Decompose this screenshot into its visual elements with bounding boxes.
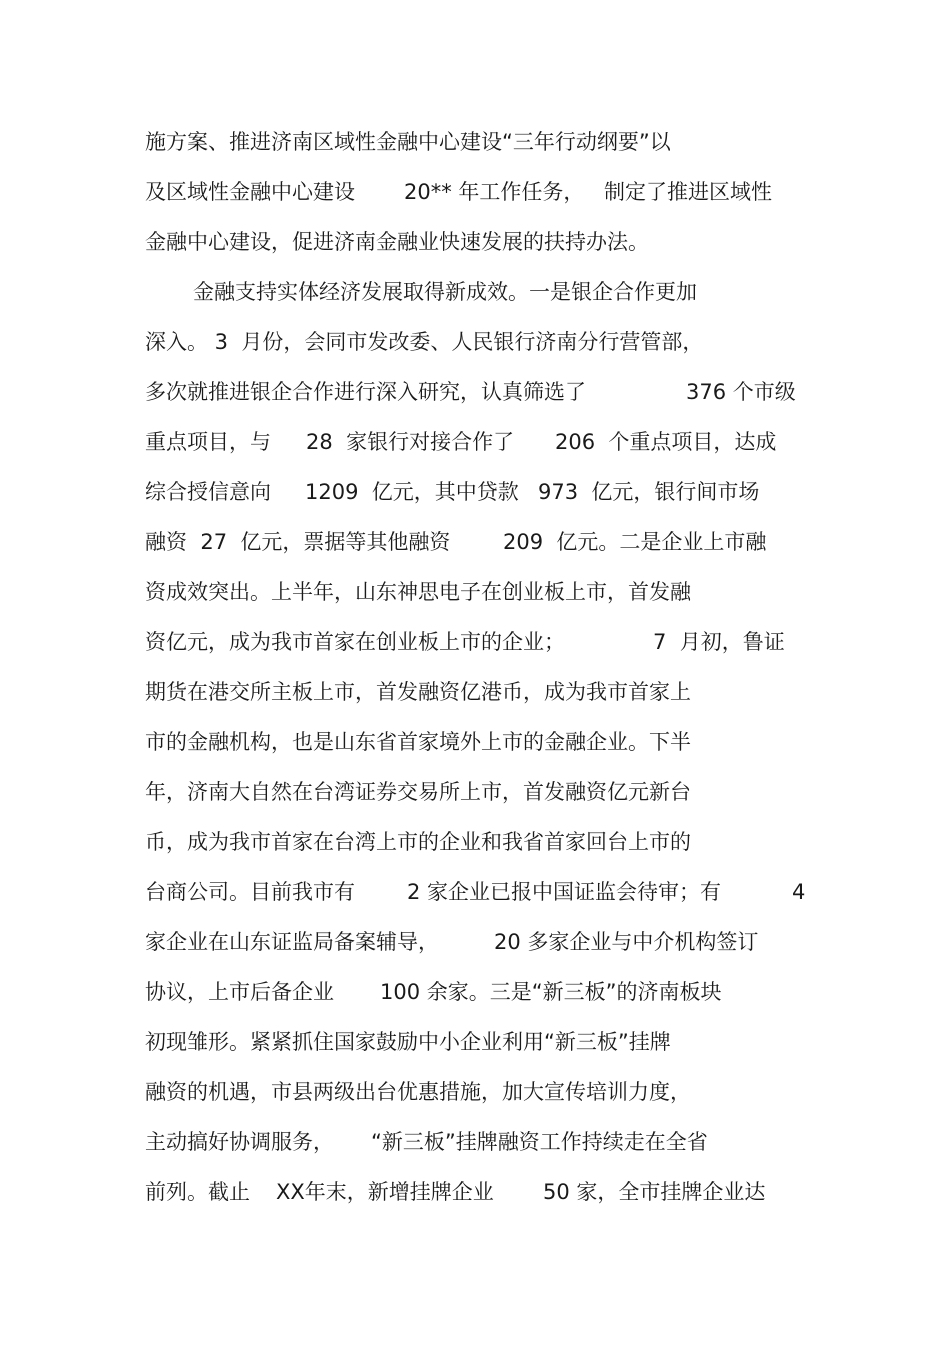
text-segment: 100 余家。三是“新三板”的济南板块: [380, 980, 722, 1004]
text-line: [0, 576, 950, 608]
text-segment: 206 个重点项目，达成: [555, 430, 777, 454]
text-line: [0, 676, 950, 708]
text-line: [0, 276, 950, 308]
text-segment: “新三板”挂牌融资工作持续走在全省: [371, 1130, 708, 1154]
text-line: [0, 1176, 950, 1208]
text-segment: 金融中心建设，促进济南金融业快速发展的扶持办法。: [145, 230, 649, 254]
text-line: [0, 726, 950, 758]
text-line: [0, 226, 950, 258]
text-line: [0, 876, 950, 908]
text-segment: 融资 27 亿元，票据等其他融资: [145, 530, 451, 554]
text-segment: 资亿元，成为我市首家在创业板上市的企业；: [145, 630, 565, 654]
text-segment: 重点项目，与: [145, 430, 271, 454]
text-line: [0, 1126, 950, 1158]
text-line: [0, 476, 950, 508]
text-segment: 1209 亿元，其中贷款: [305, 480, 519, 504]
text-line: [0, 426, 950, 458]
text-segment: 市的金融机构，也是山东省首家境外上市的金融企业。下半: [145, 730, 691, 754]
text-segment: 4: [792, 880, 806, 904]
text-segment: 金融支持实体经济发展取得新成效。一是银企合作更加: [193, 280, 697, 304]
text-segment: 初现雏形。紧紧抓住国家鼓励中小企业利用“新三板”挂牌: [145, 1030, 671, 1054]
text-segment: 多次就推进银企合作进行深入研究，认真筛选了: [145, 380, 586, 404]
text-line: [0, 326, 950, 358]
text-line: [0, 626, 950, 658]
text-segment: 年，济南大自然在台湾证券交易所上市，首发融资亿元新台: [145, 780, 691, 804]
text-line: [0, 1026, 950, 1058]
text-segment: 币，成为我市首家在台湾上市的企业和我省首家回台上市的: [145, 830, 691, 854]
text-segment: 期货在港交所主板上市，首发融资亿港币，成为我市首家上: [145, 680, 691, 704]
text-segment: 973 亿元，银行间市场: [538, 480, 760, 504]
text-segment: 20** 年工作任务，: [404, 180, 585, 204]
text-segment: 2 家企业已报中国证监会待审；有: [407, 880, 722, 904]
text-segment: 209 亿元。二是企业上市融: [503, 530, 767, 554]
text-segment: 综合授信意向: [145, 480, 271, 504]
text-line: [0, 776, 950, 808]
text-line: [0, 176, 950, 208]
text-line: [0, 526, 950, 558]
text-line: [0, 926, 950, 958]
text-segment: 深入。 3 月份，会同市发改委、人民银行济南分行营管部，: [145, 330, 704, 354]
text-segment: 及区域性金融中心建设: [145, 180, 355, 204]
text-segment: 台商公司。目前我市有: [145, 880, 355, 904]
text-line: [0, 826, 950, 858]
text-segment: 施方案、推进济南区域性金融中心建设“三年行动纲要”以: [145, 130, 671, 154]
text-segment: 28 家银行对接合作了: [306, 430, 515, 454]
text-line: [0, 376, 950, 408]
text-segment: 家企业在山东证监局备案辅导，: [145, 930, 439, 954]
text-segment: 主动搞好协调服务，: [145, 1130, 334, 1154]
text-segment: 制定了推进区域性: [604, 180, 772, 204]
text-segment: XX年末，新增挂牌企业: [276, 1180, 494, 1204]
text-segment: 20 多家企业与中介机构签订: [494, 930, 759, 954]
text-line: [0, 1076, 950, 1108]
text-segment: 376 个市级: [686, 380, 796, 404]
text-segment: 资成效突出。上半年，山东神思电子在创业板上市，首发融: [145, 580, 691, 604]
text-segment: 7 月初，鲁证: [653, 630, 785, 654]
text-line: [0, 976, 950, 1008]
text-segment: 前列。截止: [145, 1180, 250, 1204]
text-segment: 融资的机遇，市县两级出台优惠措施，加大宣传培训力度，: [145, 1080, 691, 1104]
text-line: [0, 126, 950, 158]
text-segment: 协议，上市后备企业: [145, 980, 334, 1004]
text-segment: 50 家，全市挂牌企业达: [543, 1180, 766, 1204]
